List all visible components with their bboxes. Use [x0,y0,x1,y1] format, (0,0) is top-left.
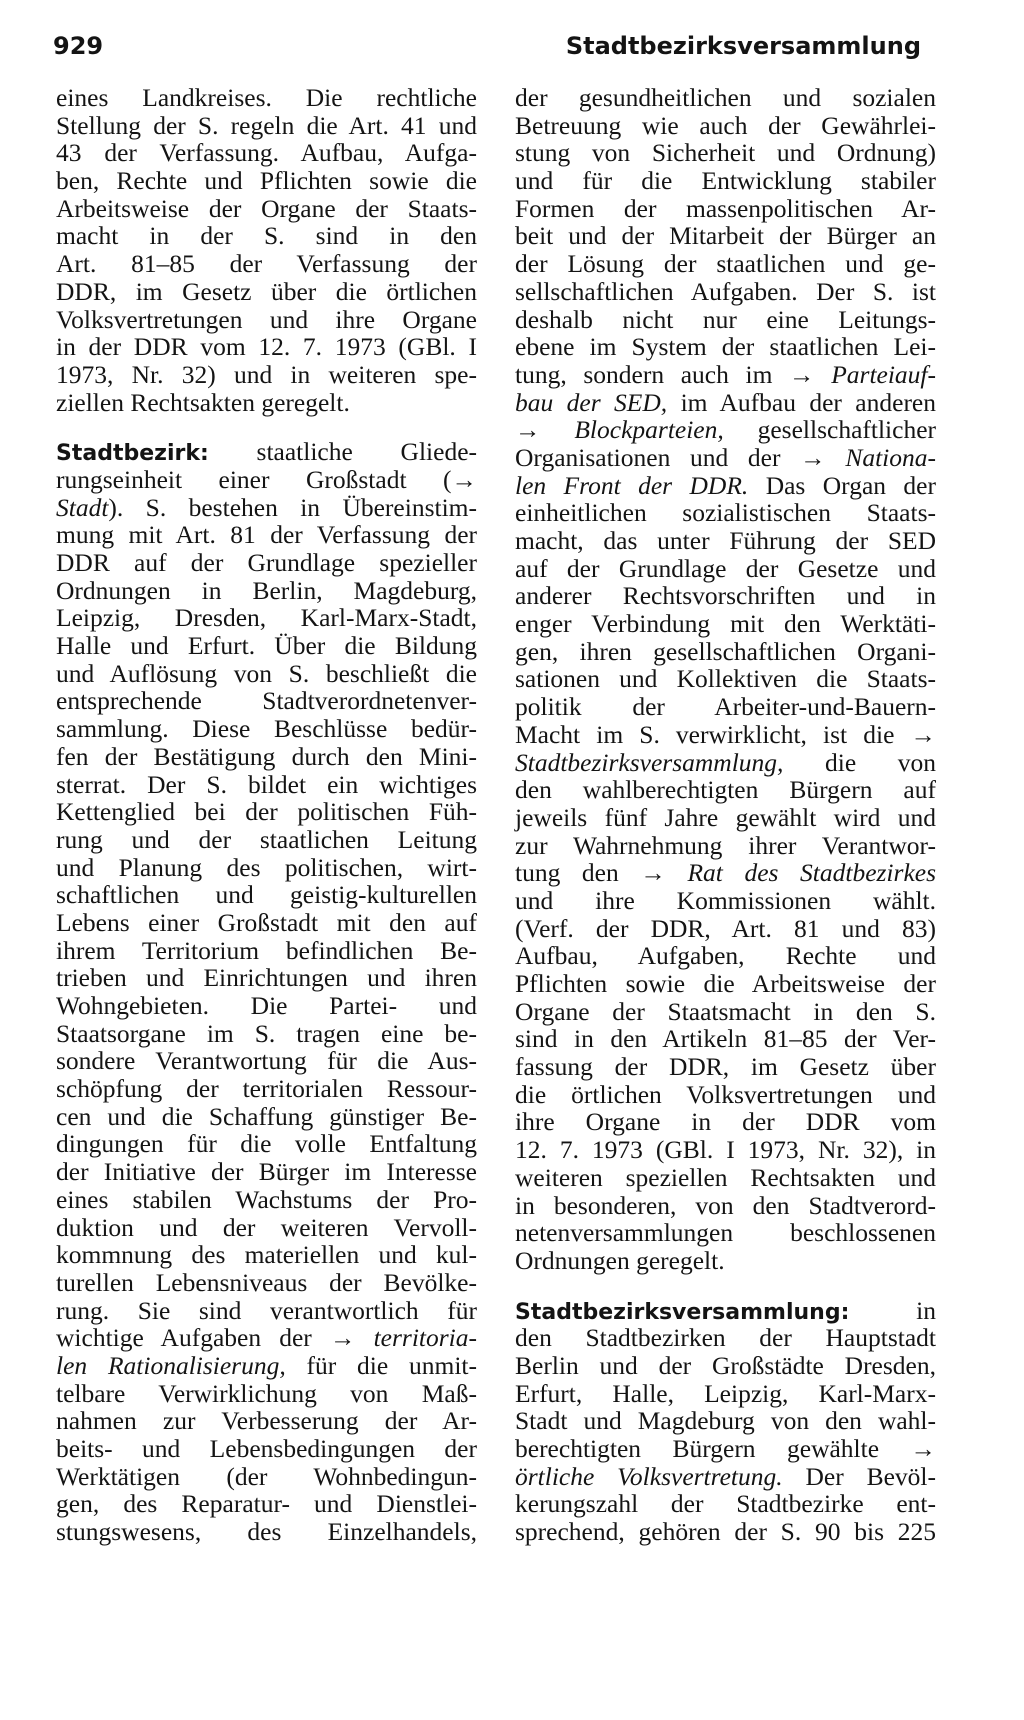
text-line: entsprechende Stadtverordnetenver- [56,686,477,716]
cross-reference: len Front der DDR. [515,470,749,500]
text-line: stungswesens, des Einzelhandels, [56,1517,477,1547]
text-line: deshalb nicht nur eine Leitungs- [515,304,936,334]
text-line: enger Verbindung mit den Werktäti- [515,609,936,639]
text-line: kerungszahl der Stadtbezirke ent- [515,1489,936,1519]
text-line: Erfurt, Halle, Leipzig, Karl-Marx- [515,1378,936,1408]
headword: Stadtbezirksversammlung: [515,1299,850,1325]
text-line: len Front der DDR. Das Organ der [515,470,936,500]
intro-paragraph [56,84,477,416]
entry-stadtbezirksversammlung [515,1297,936,1546]
text-line: der Initiative der Bürger im Interesse [56,1157,477,1187]
text-line: stung von Sicherheit und Ordnung) [515,138,936,168]
cross-reference: territoria- [373,1323,477,1353]
text-line: schaftlichen und geistig-kulturellen [56,880,477,910]
arrow-icon: → [451,464,477,494]
text-line: tung, sondern auch im → Parteiauf- [515,359,937,389]
arrow-icon: → [515,415,541,445]
text-line: Wohngebieten. Die Partei- und [56,991,477,1020]
right-column [515,84,936,1546]
text-line: macht, das unter Führung der SED [515,526,936,555]
arrow-icon: → [329,1323,356,1353]
text-line: Betreuung wie auch der Gewährlei- [515,110,936,140]
text-line: duktion und der weiteren Vervoll- [56,1212,477,1242]
entry-body [515,1490,936,1545]
entry-body [515,1324,936,1435]
text-line: rung. Sie sind verantwortlich für [56,1295,477,1325]
text-line: Staatsorgane im S. tragen eine be- [56,1018,477,1048]
text-line: gen, des Reparatur- und Dienstlei- [56,1489,477,1519]
text-line: sind in den Artikeln 81–85 der Ver- [515,1024,936,1054]
text-line: fassung der DDR, im Gesetz über [515,1052,936,1082]
entry-line: örtliche Volksvertretung. Der Bevöl- [515,1461,936,1491]
text-line: cen und die Schaffung günstiger Be- [56,1101,477,1131]
text-line: trieben und Einrichtungen und ihren [56,963,477,993]
text-line: ziellen Rechtsakten geregelt. [56,387,350,417]
cross-reference: Parteiauf- [831,359,937,389]
text-line: den wahlberechtigten Bürgern auf [515,775,936,805]
text-line: Aufbau, Aufgaben, Rechte und [515,941,936,971]
text-line: ihre Organe in der DDR vom [515,1107,936,1137]
text-line: anderer Rechtsvorschriften und in [515,581,936,611]
continued-paragraph [515,499,936,721]
text-line: tung den → Rat des Stadtbezirkes [515,858,937,888]
text-line: telbare Verwirklichung von Maß- [56,1378,477,1408]
text-line: Volksvertretungen und ihre Organe [56,304,477,334]
cross-reference: Stadt [56,492,109,522]
text-line: sellschaftlichen Aufgaben. Der S. ist [515,276,936,306]
text-line: Halle und Erfurt. Über die Bildung [56,631,477,661]
headword: Stadtbezirk: [56,441,209,467]
left-column [56,84,477,1546]
text-line: weiteren speziellen Rechtsakten und [515,1162,936,1192]
cross-reference: len Rationalisierung, [56,1350,286,1380]
text-line: ebene im System der staatlichen Lei- [515,332,936,362]
text-line: bau der SED, im Aufbau der anderen [515,387,937,417]
entry-body [56,521,477,1324]
text-line: auf der Grundlage der Gesetze und [515,553,936,583]
text-line: 1973, Nr. 32) und in weiteren spe- [56,359,477,389]
text-line: netenversammlungen beschlossenen [515,1218,936,1248]
text-line: Pflichten sowie die Arbeitsweise der [515,969,936,998]
text-line: (Verf. der DDR, Art. 81 und 83) [515,913,936,943]
text-line: Ordnungen in Berlin, Magdeburg, [56,575,477,605]
arrow-icon: → [640,858,666,888]
text-line: und Planung des politischen, wirt- [56,852,477,882]
text-line: rung und der staatlichen Leitung [56,824,477,854]
text-line: gen, ihren gesellschaftlichen Organi- [515,636,936,666]
text-line: kommnung des materiellen und kul- [56,1240,477,1270]
text-line: eines Landkreises. Die rechtliche [56,83,477,112]
text-line: Kettenglied bei der politischen Füh- [56,797,477,827]
cross-reference: Blockparteien, [574,415,724,445]
entry-stadtbezirk [56,438,477,1546]
cross-reference: Stadtbezirksversammlung, [515,747,784,777]
text-line: sammlung. Diese Beschlüsse bedür- [56,714,477,744]
text-line: nahmen zur Verbesserung der Ar- [56,1406,477,1436]
running-head: Stadtbezirksversammlung [565,32,921,60]
text-line: turellen Lebensniveaus der Bevölke- [56,1267,477,1297]
cross-reference: Nationa- [845,442,936,472]
text-line: → Blockparteien, gesellschaftlicher [515,415,937,445]
text-line: eines stabilen Wachstums der Pro- [56,1184,477,1214]
text-line: Macht im S. verwirklicht, ist die → [515,719,936,749]
cross-reference: örtliche Volksvertretung. [515,1461,783,1491]
text-line: Ordnungen geregelt. [515,1245,725,1275]
entry-line: rungseinheit einer Großstadt (→ [56,464,477,494]
text-line: Lebens einer Großstadt mit den auf [56,907,477,937]
text-line: schöpfung der territorialen Ressour- [56,1074,477,1104]
text-line: 12. 7. 1973 (GBl. I 1973, Nr. 32), in [515,1135,936,1165]
text-line: jeweils fünf Jahre gewählt wird und [515,802,936,832]
text-line: der gesundheitlichen und sozialen [515,83,936,112]
text-line: Arbeitsweise der Organe der Staats- [56,193,477,223]
arrow-icon: → [789,359,815,389]
text-line: mung mit Art. 81 der Verfassung der [56,520,477,550]
text-line: beits- und Lebensbedingungen der [56,1434,477,1463]
text-line: dingungen für die volle Entfaltung [56,1129,477,1159]
text-line: und für die Entwicklung stabiler [515,166,936,196]
text-line: sationen und Kollektiven die Staats- [515,664,936,694]
text-line: Stadtbezirksversammlung, die von [515,747,936,777]
text-line: DDR auf der Grundlage spezieller [56,548,477,577]
arrow-icon: → [800,442,826,472]
page-number: 929 [53,32,104,60]
text-line: Art. 81–85 der Verfassung der [56,249,477,279]
entry-line: berechtigten Bürgern gewählte → [515,1434,936,1463]
text-line: und ihre Kommissionen wählt. [515,885,936,915]
arrow-icon: → [910,1434,936,1463]
text-line: ben, Rechte und Pflichten sowie die [56,166,477,196]
entry-line: Stadt). S. bestehen in Übereinstim- [56,492,477,522]
entry-line: wichtige Aufgaben der → territoria- [56,1323,477,1353]
text-line: sterrat. Der S. bildet ein wichtiges [56,769,477,799]
text-line: Berlin und der Großstädte Dresden, [515,1350,936,1380]
text-line: politik der Arbeiter-und-Bauern- [515,692,936,722]
text-line: Leipzig, Dresden, Karl-Marx-Stadt, [56,603,477,633]
text-line: Stadt und Magdeburg von den wahl- [515,1406,936,1436]
text-line: 43 der Verfassung. Aufbau, Aufga- [56,138,477,168]
text-line: DDR, im Gesetz über die örtlichen [56,276,477,306]
entry-line: len Rationalisierung, für die unmit- [56,1350,477,1380]
text-line: fen der Bestätigung durch den Mini- [56,741,477,771]
text-line: und Auflösung von S. beschließt die [56,658,477,688]
text-line: Stellung der S. regeln die Art. 41 und [56,110,477,140]
entry-first-line: Stadtbezirk: staatliche Gliede- [56,437,478,467]
text-line: der Lösung der staatlichen und ge- [515,249,936,279]
cross-reference: Rat des Stadtbezirkes [687,858,937,888]
text-line: in besonderen, von den Stadtverord- [515,1190,936,1220]
text-line: Organisationen und der → Nationa- [515,442,936,472]
continued-paragraph [515,887,936,1275]
continued-paragraph [515,84,936,361]
text-line: einheitlichen sozialistischen Staats- [515,498,936,528]
text-line: ihrem Territorium befindlichen Be- [56,935,477,965]
text-line: zur Wahrnehmung ihrer Verantwor- [515,830,936,860]
entry-body [56,1380,477,1546]
text-line: die örtlichen Volksvertretungen und [515,1079,936,1109]
text-line: in der DDR vom 12. 7. 1973 (GBl. I [56,332,477,362]
text-line: sprechend, gehören der S. 90 bis 225 [515,1517,936,1547]
arrow-icon: → [910,719,936,749]
text-line: macht in der S. sind in den [56,221,477,251]
continued-paragraph [515,776,936,859]
text-line: Organe der Staatsmacht in den S. [515,996,936,1026]
text-line: Werktätigen (der Wohnbedingun- [56,1461,477,1491]
text-line: beit und der Mitarbeit der Bürger an [515,221,936,251]
text-line: den Stadtbezirken der Hauptstadt [515,1323,936,1353]
text-line: Formen der massenpolitischen Ar- [515,193,936,223]
cross-reference: bau der SED, [515,387,668,417]
entry-first-line: Stadtbezirksversammlung: in [515,1295,936,1325]
text-line: sondere Verantwortung für die Aus- [56,1046,477,1076]
